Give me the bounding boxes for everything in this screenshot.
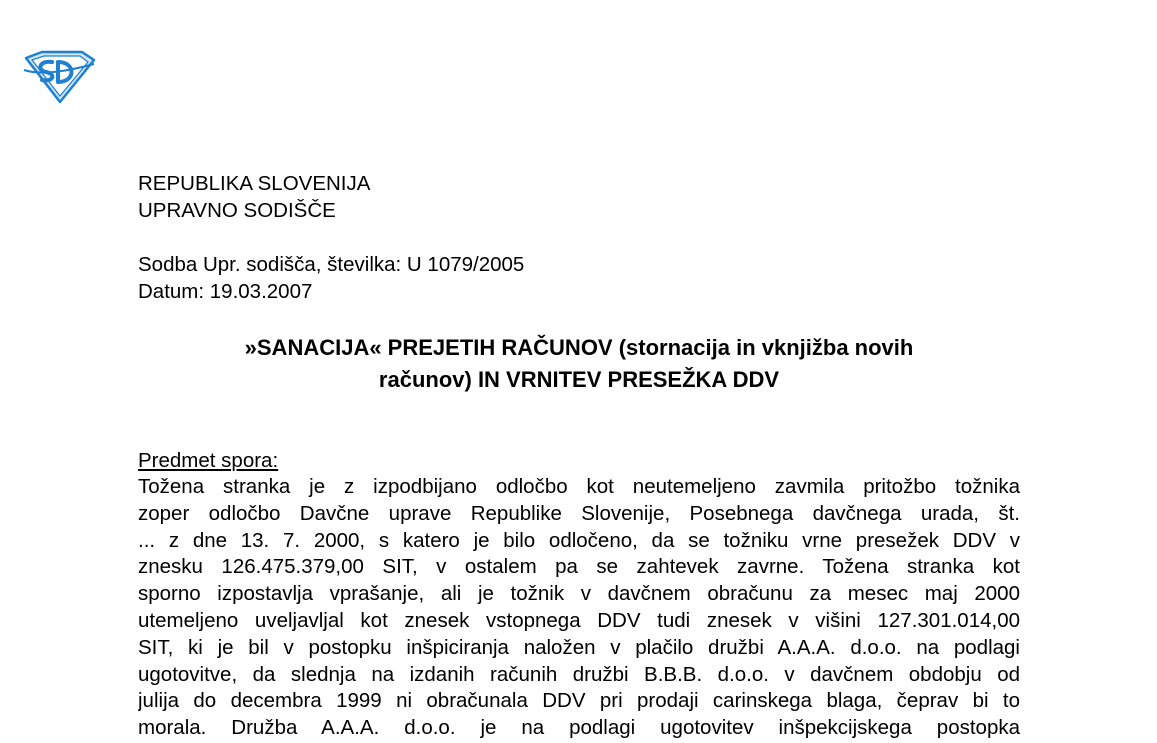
paragraph-line: morala. Družba A.A.A. d.o.o. je na podlagi ugotovitev inšpekcijskega postopka	[138, 716, 1020, 740]
paragraph-line: SIT, ki je bil v postopku inšpiciranja naložen v plačilo družbi A.A.A. d.o.o. na podlagi	[138, 635, 1020, 659]
title-line-2: računov) IN VRNITEV PRESEŽKA DDV	[378, 367, 780, 392]
paragraph-line: utemeljeno uveljavljal kot znesek vstopnega DDV tudi znesek v višini 127.301.014,00	[138, 608, 1020, 632]
header-court: UPRAVNO SODIŠČE	[138, 199, 336, 222]
paragraph-line: ... z dne 13. 7. 2000, s katero je bilo odločeno, da se tožniku vrne presežek DDV v	[138, 528, 1020, 552]
paragraph-line: zoper odločbo Davčne uprave Republike Slovenije, Posebnega davčnega urada, št.	[138, 501, 1020, 525]
court-header	[138, 170, 1020, 224]
title-line-1: »SANACIJA« PREJETIH RAČUNOV (stornacija in vknjižba novih	[244, 335, 914, 360]
case-meta	[138, 251, 1020, 305]
paragraph-line: sporno izpostavlja vprašanje, ali je tožnik v davčnem obračunu za mesec maj 2000	[138, 582, 1020, 606]
header-republic: REPUBLIKA SLOVENIJA	[138, 172, 371, 195]
document-page	[138, 170, 1020, 742]
paragraph-line: ugotovitve, da slednja na izdanih računih družbi B.B.B. d.o.o. v davčnem obdobju od	[138, 662, 1020, 686]
case-date: Datum: 19.03.2007	[138, 280, 313, 303]
court-logo	[22, 48, 96, 104]
document-title	[138, 332, 1020, 396]
paragraph-line: julija do decembra 1999 ni obračunala DDV pri prodaji carinskega blaga, čeprav bi to	[138, 689, 1020, 713]
section-paragraph	[138, 474, 1020, 742]
section-heading: Predmet spora:	[138, 449, 279, 472]
dispute-section	[138, 448, 1020, 742]
case-number: Sodba Upr. sodišča, številka: U 1079/2005	[138, 253, 525, 276]
paragraph-line: znesku 126.475.379,00 SIT, v ostalem pa se zahtevek zavrne. Tožena stranka kot	[138, 555, 1020, 579]
paragraph-line: Tožena stranka je z izpodbijano odločbo kot neutemeljeno zavmila pritožbo tožnika	[138, 475, 1020, 498]
